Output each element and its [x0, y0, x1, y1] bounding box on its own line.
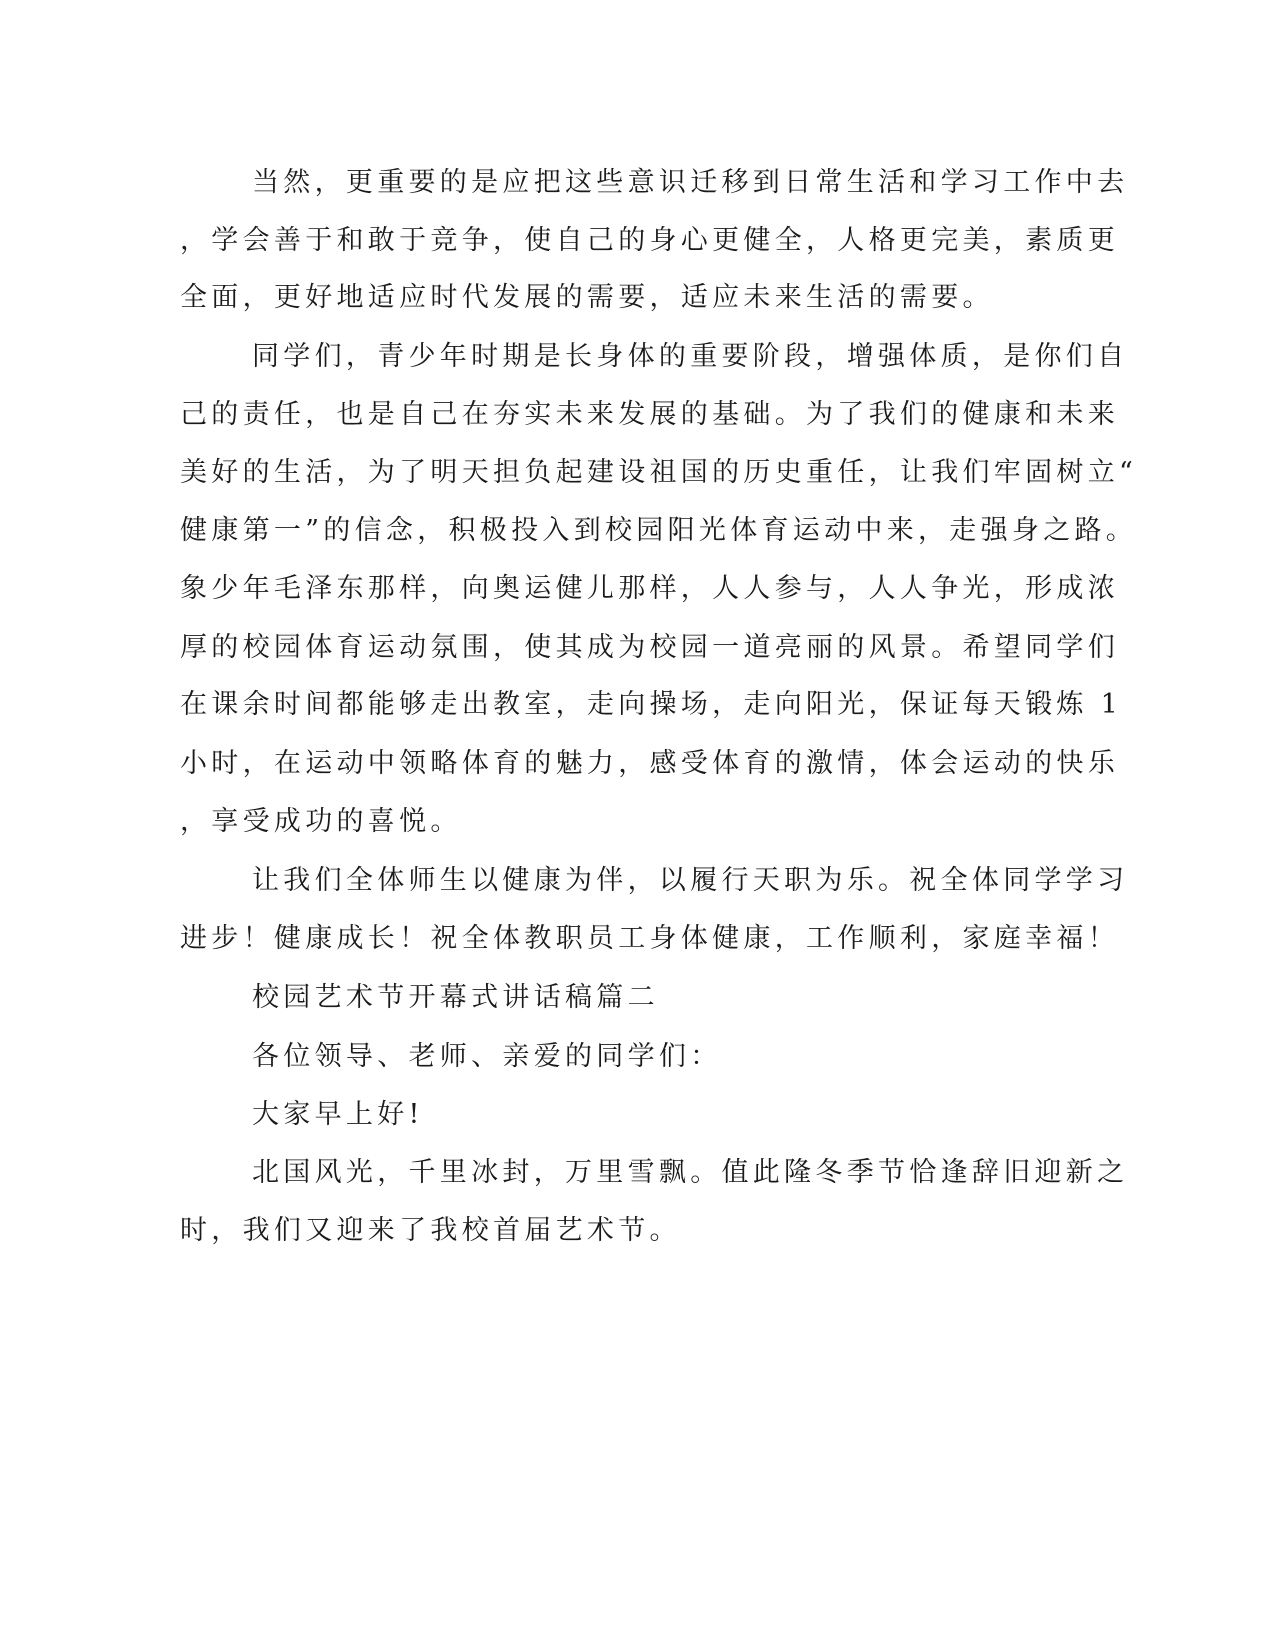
- text-line: 让我们全体师生以健康为伴，以履行天职为乐。祝全体同学学习: [252, 865, 1129, 896]
- greeting: 大家早上好!: [252, 1099, 424, 1130]
- text-line: 同学们，青少年时期是长身体的重要阶段，增强体质，是你们自: [252, 341, 1129, 372]
- text-line: 厚的校园体育运动氛围，使其成为校园一道亮丽的风景。希望同学们: [180, 632, 1119, 663]
- text-line: 北国风光，千里冰封，万里雪飘。值此隆冬季节恰逢辞旧迎新之: [252, 1157, 1129, 1188]
- text-line: 全面，更好地适应时代发展的需要，适应未来生活的需要。: [180, 282, 994, 313]
- text-line: 己的责任，也是自己在夯实未来发展的基础。为了我们的健康和未来: [180, 399, 1119, 430]
- text-line: 进步！健康成长！祝全体教职员工身体健康，工作顺利，家庭幸福！: [180, 923, 1119, 954]
- text-line: 美好的生活，为了明天担负起建设祖国的历史重任，让我们牢固树立“: [180, 457, 1138, 488]
- text-line: 时，我们又迎来了我校首届艺术节。: [180, 1215, 681, 1246]
- text-line: 当然，更重要的是应把这些意识迁移到日常生活和学习工作中去: [252, 167, 1129, 198]
- salutation: 各位领导、老师、亲爱的同学们：: [252, 1041, 722, 1072]
- text-line: 健康第一”的信念，积极投入到校园阳光体育运动中来，走强身之路。: [180, 515, 1138, 546]
- text-line: 小时，在运动中领略体育的魅力，感受体育的激情，体会运动的快乐: [180, 748, 1119, 779]
- section-heading: 校园艺术节开幕式讲话稿篇二: [252, 982, 659, 1013]
- text-line: ，享受成功的喜悦。: [180, 806, 462, 837]
- text-line: ，学会善于和敢于竞争，使自己的身心更健全，人格更完美，素质更: [180, 225, 1119, 256]
- text-line: 象少年毛泽东那样，向奥运健儿那样，人人参与，人人争光，形成浓: [180, 573, 1119, 604]
- text-line: 在课余时间都能够走出教室，走向操场，走向阳光，保证每天锻炼 1: [180, 689, 1123, 720]
